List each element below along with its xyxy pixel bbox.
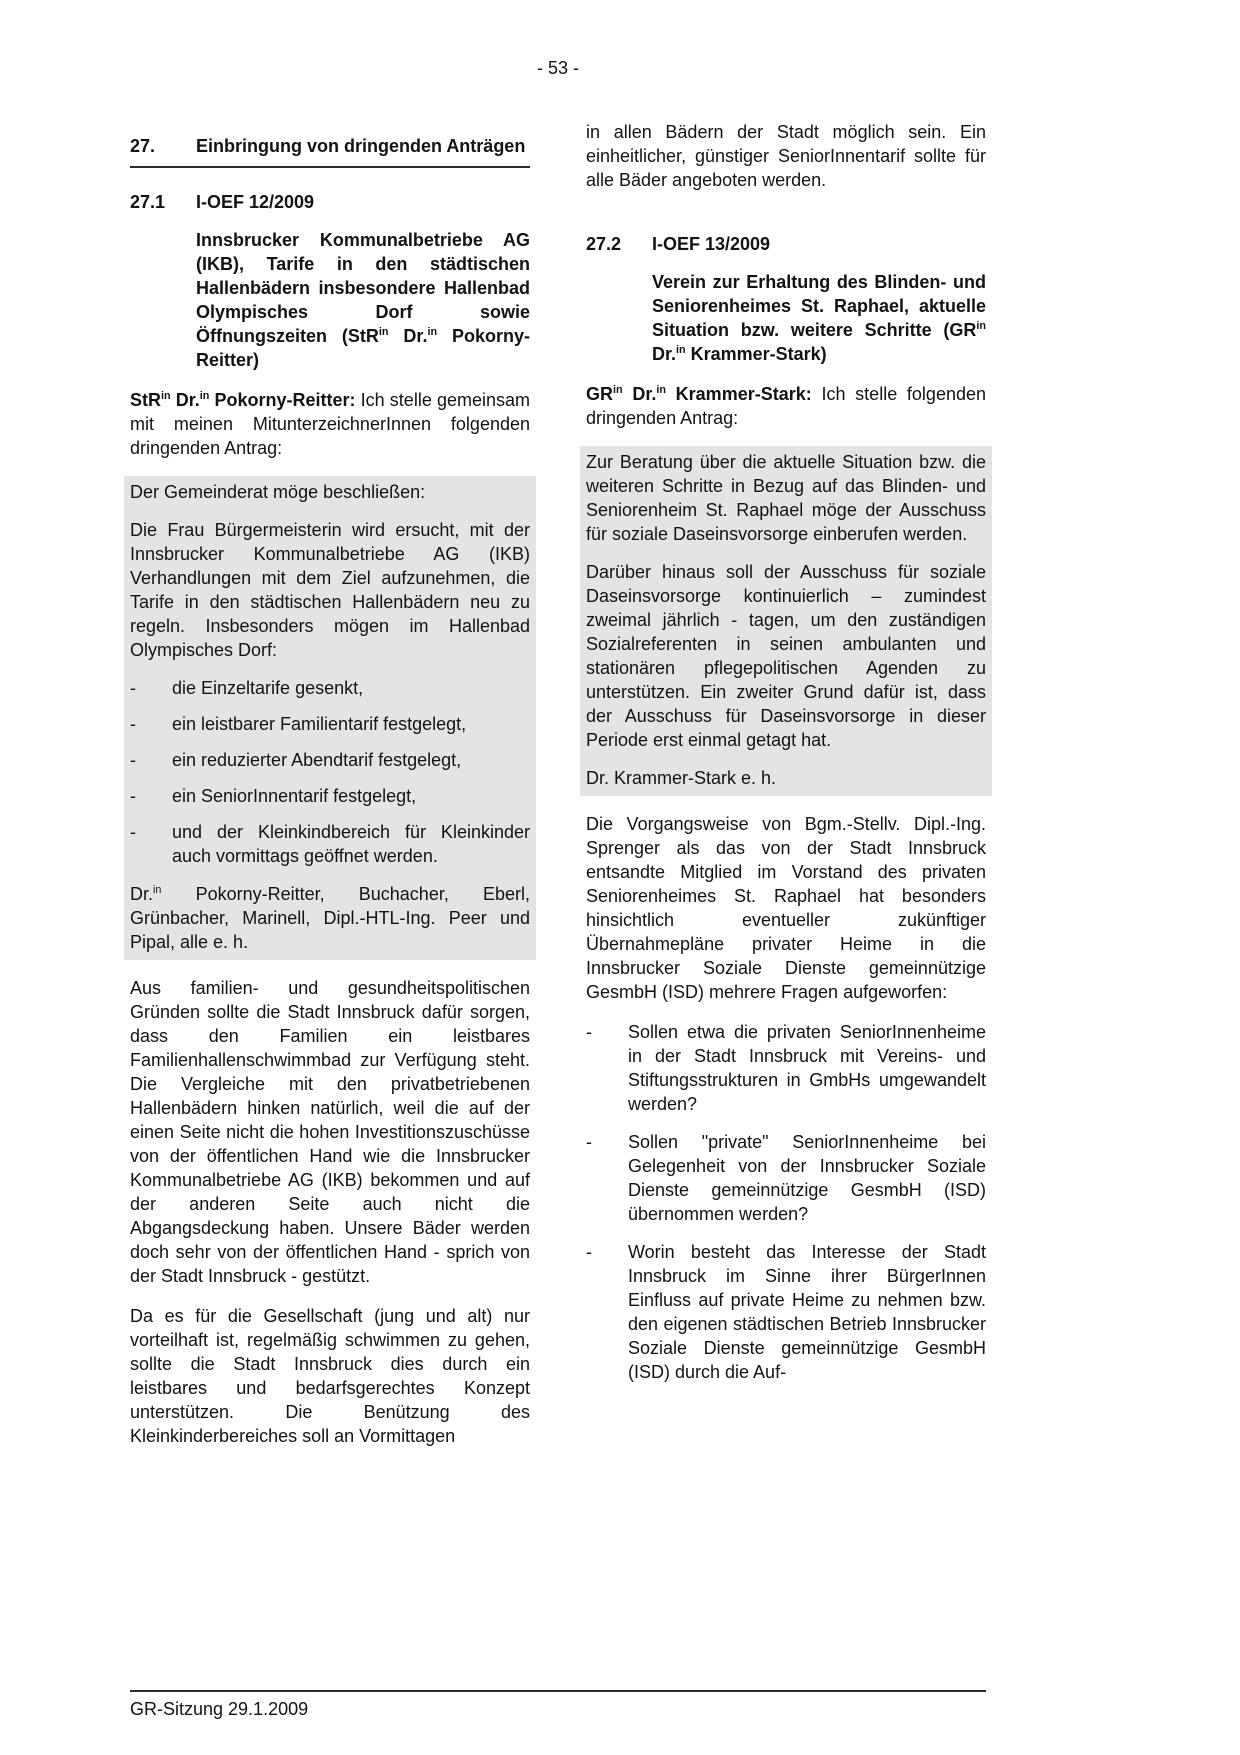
list-dash: -	[130, 678, 136, 698]
left-column	[130, 120, 530, 1464]
item-code: I-OEF 13/2009	[652, 234, 771, 254]
question-item	[586, 1240, 986, 1384]
list-dash: -	[130, 786, 136, 806]
motion-body: Die Frau Bürgermeisterin wird ersucht, mit der Innsbrucker Kommunalbetriebe AG (IKB) Verhandlungen mit dem Ziel aufzunehmen, die Tarife in den städtischen Hallenbädern neu zu regeln. Insbesonders mögen im Hallenbad Olympisches Dorf:	[130, 520, 530, 660]
motion-block-27-1	[124, 476, 536, 960]
item-heading-27-1	[130, 190, 530, 214]
footer-text: GR-Sitzung 29.1.2009	[130, 1699, 309, 1719]
motion-paragraph: Zur Beratung über die aktuelle Situation bzw. die weiteren Schritte in Bezug auf das Blinden- und Seniorenheim St. Raphael möge der Ausschuss für soziale Daseinsvorsorge einberufen werden.	[586, 452, 986, 544]
list-item-text: ein reduzierter Abendtarif festgelegt,	[172, 750, 462, 770]
body-paragraph: Die Vorgangsweise von Bgm.-Stellv. Dipl.-Ing. Sprenger als das von der Stadt Innsbruck entsandte Mitglied im Vorstand des privaten Seniorenheimes St. Raphael hat besonders hinsichtlich eventueller zukünftiger Übernahmepläne privater Heime in die Innsbrucker Soziale Dienste gemeinnützige GesmbH (ISD) mehrere Fragen aufgeworfen:	[586, 814, 986, 1002]
motion-list-item	[130, 676, 530, 700]
page-footer	[130, 1690, 986, 1721]
item-number: 27.1	[130, 192, 166, 212]
motion-block-27-2	[580, 446, 992, 796]
motion-paragraph: Darüber hinaus soll der Ausschuss für soziale Daseinsvorsorge kontinuierlich – zumindest zweimal jährlich - tagen, um den zuständigen Sozialreferenten in seinen ambulanten und stationären pflegepolitischen Agenden zu unterstützen. Ein zweiter Grund dafür ist, dass der Ausschuss für Daseinsvorsorge in dieser Periode erst einmal getagt hat.	[586, 562, 986, 750]
list-dash: -	[586, 1242, 592, 1262]
right-column	[586, 120, 986, 1398]
list-dash: -	[130, 822, 136, 842]
question-item	[586, 1130, 986, 1226]
list-item-text: ein leistbarer Familientarif festgelegt,	[172, 714, 467, 734]
item-heading-27-2	[586, 232, 986, 256]
list-dash: -	[586, 1022, 592, 1042]
questions-list	[586, 1020, 986, 1384]
subject-paragraph-27-2: Verein zur Erhaltung des Blinden- und Seniorenheimes St. Raphael, aktuelle Situation bzw. weitere Schritte ($GR^{in}$ Dr.$^{in}$ Krammer-Stark)	[652, 272, 986, 364]
list-item-text: und der Kleinkindbereich für Kleinkinder auch vormittags geöffnet werden.	[172, 822, 530, 866]
motion-lead: Der Gemeinderat möge beschließen:	[130, 482, 426, 502]
question-item	[586, 1020, 986, 1116]
motion-signatories: Dr.$^{in}$ Pokorny-Reitter, Buchacher, Eberl, Grünbacher, Marinell, Dipl.-HTL-Ing. Peer und Pipal, alle e. h.	[130, 884, 530, 952]
question-text: Sollen etwa die privaten SeniorInnenheime in der Stadt Innsbruck mit Vereins- und Stiftungsstrukturen in GmbHs umgewandelt werden?	[628, 1022, 986, 1114]
list-item-text: ein SeniorInnentarif festgelegt,	[172, 786, 417, 806]
list-dash: -	[130, 750, 136, 770]
intro-paragraph-27-1: StR$^{in}$ Dr.$^{in}$ Pokorny-Reitter: Ich stelle gemeinsam mit meinen MitunterzeichnerInnen folgenden dringenden Antrag:	[130, 390, 531, 458]
question-text: Sollen "private" SeniorInnenheime bei Gelegenheit von der Innsbrucker Soziale Dienste gemeinnützige GesmbH (ISD) übernommen werden?	[628, 1132, 986, 1224]
motion-list-item	[130, 748, 530, 772]
continuation-paragraph: in allen Bädern der Stadt möglich sein. Ein einheitlicher, günstiger SeniorInnentarif sollte für alle Bäder angeboten werden.	[586, 122, 986, 190]
section-title: Einbringung von dringenden Anträgen	[196, 136, 526, 156]
question-text: Worin besteht das Interesse der Stadt Innsbruck im Sinne ihrer BürgerInnen Einfluss auf private Heime zu nehmen bzw. den eigenen städtischen Betrieb Innsbrucker Soziale Dienste gemeinnützige GesmbH (ISD) durch die Auf-	[628, 1242, 986, 1382]
motion-list-item	[130, 712, 530, 736]
motion-list	[130, 676, 530, 868]
page-number: - 53 -	[536, 58, 579, 78]
list-item-text: die Einzeltarife gesenkt,	[172, 678, 364, 698]
intro-paragraph-27-2: $GR^{in}$ Dr.$^{in}$ Krammer-Stark: Ich stelle folgenden dringenden Antrag:	[586, 384, 986, 428]
list-dash: -	[586, 1132, 592, 1152]
content-columns	[130, 120, 986, 1464]
motion-list-item	[130, 784, 530, 808]
item-number: 27.2	[586, 234, 622, 254]
body-paragraph: Aus familien- und gesundheitspolitischen Gründen sollte die Stadt Innsbruck dafür sorgen, dass den Familien ein leistbares Familienhallenschwimmbad zur Verfügung steht. Die Vergleiche mit den privatbetriebenen Hallenbädern hinken natürlich, weil die auf der einen Seite nicht die hohen Investitionszuschüsse von der öffentlichen Hand wie die Innsbrucker Kommunalbetriebe AG (IKB) bekommen und auf der anderen Seite auch nicht die Abgangsdeckung haben. Unsere Bäder werden doch sehr von der öffentlichen Hand - sprich von der Stadt Innsbruck - gestützt.	[130, 978, 530, 1286]
item-code: I-OEF 12/2009	[196, 192, 315, 212]
section-number: 27.	[130, 136, 156, 156]
motion-signature: Dr. Krammer-Stark e. h.	[586, 768, 777, 788]
subject-paragraph-27-1: Innsbrucker Kommunalbetriebe AG (IKB), Tarife in den städtischen Hallenbädern insbesondere Hallenbad Olympisches Dorf sowie Öffnungszeiten (StR$^{in}$ Dr.$^{in}$ Pokorny-Reitter)	[196, 230, 530, 370]
list-dash: -	[130, 714, 136, 734]
body-paragraph: Da es für die Gesellschaft (jung und alt) nur vorteilhaft ist, regelmäßig schwimmen zu gehen, sollte die Stadt Innsbruck dies durch ein leistbares und bedarfsgerechtes Konzept unterstützen. Die Benützung des Kleinkinderbereiches soll an Vormittagen	[130, 1306, 530, 1446]
section-heading-27	[130, 134, 530, 168]
motion-list-item	[130, 820, 530, 868]
